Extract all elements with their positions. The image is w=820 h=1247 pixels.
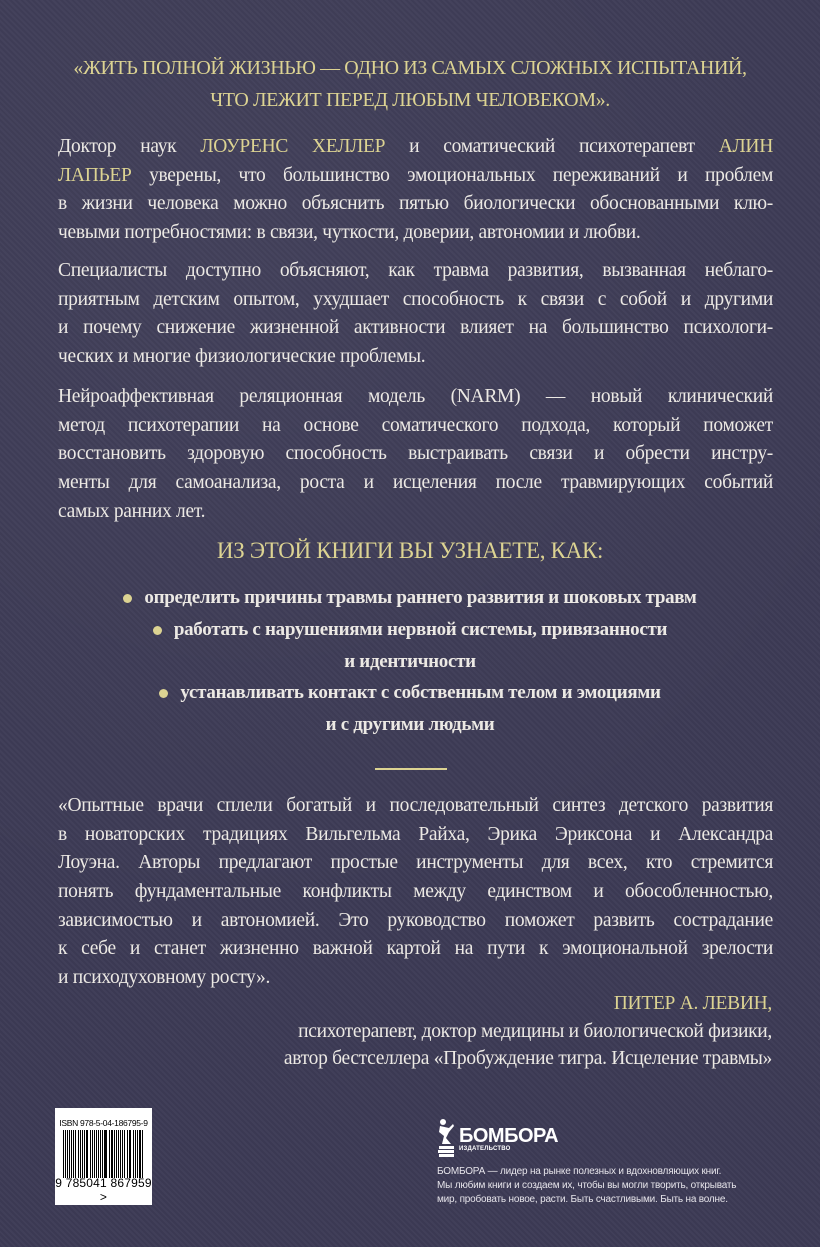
paragraph-line: зависимостью и автономией. Это руководство поможет развить сострадание bbox=[58, 909, 773, 931]
barcode-bar bbox=[67, 1130, 68, 1178]
divider bbox=[375, 768, 447, 770]
paragraph-line: «Опытные врачи сплели богатый и последовательный синтез детского развития bbox=[58, 795, 773, 816]
barcode-bar bbox=[133, 1130, 134, 1178]
paragraph-narm bbox=[58, 383, 773, 526]
publisher-description-line: БОМБОРА — лидер на рынке полезных и вдохновляющих книг. bbox=[437, 1166, 722, 1177]
bullet-dot-icon bbox=[153, 626, 162, 635]
intro-paragraph bbox=[58, 133, 773, 248]
barcode-bar bbox=[80, 1130, 81, 1178]
epigraph-line: «ЖИТЬ ПОЛНОЙ ЖИЗНЬЮ — ОДНО ИЗ САМЫХ СЛОЖНЫХ ИСПЫТАНИЙ, bbox=[73, 57, 747, 79]
barcode-bar bbox=[98, 1130, 99, 1178]
author-name: АЛИН bbox=[718, 136, 773, 157]
epigraph bbox=[0, 52, 820, 116]
paragraph-line: ческих и многие физиологические проблемы. bbox=[58, 346, 426, 368]
paragraph-line: в новаторских традициях Вильгельма Райха, Эрика Эриксона и Александра bbox=[58, 823, 773, 845]
section-heading: ИЗ ЭТОЙ КНИГИ ВЫ УЗНАЕТЕ, КАК: bbox=[216, 538, 604, 563]
intro-text: и соматический психотерапевт bbox=[385, 136, 719, 157]
bullet-dot-icon bbox=[123, 594, 132, 603]
paragraph-line: Специалисты доступно объясняют, как травма развития, вызванная неблаго- bbox=[58, 260, 773, 281]
bullet-item bbox=[0, 582, 820, 614]
publisher-description bbox=[437, 1165, 736, 1208]
publisher-description-line: мир, пробовать новое, расти. Быть счастливыми. Быть на волне. bbox=[437, 1194, 728, 1206]
intro-line: чевыми потребностями: в связи, чуткости, доверии, автономии и любви. bbox=[58, 222, 641, 244]
publisher-logo bbox=[437, 1118, 558, 1160]
barcode-bar bbox=[142, 1130, 143, 1178]
intro-line bbox=[58, 162, 773, 191]
barcode-bar bbox=[124, 1130, 125, 1178]
publisher-description-line: Мы любим книги и создаем их, чтобы вы могли творить, открывать bbox=[437, 1180, 737, 1192]
review-quote bbox=[58, 792, 773, 993]
author-name: ЛАПЬЕР bbox=[58, 164, 132, 186]
barcode-bar bbox=[105, 1130, 106, 1178]
publisher-subtitle: ИЗДАТЕЛЬСТВО bbox=[459, 1146, 511, 1152]
bullet-text: и с другими людьми bbox=[325, 714, 495, 735]
paragraph-line: и психодуховному росту». bbox=[58, 967, 271, 989]
bullet-item bbox=[0, 614, 820, 646]
review-author: ПИТЕР А. ЛЕВИН, bbox=[613, 993, 772, 1014]
intro-text: уверены, что большинство эмоциональных переживаний и проблем bbox=[131, 164, 773, 186]
paragraph-line: метод психотерапии на основе соматического подхода, который поможет bbox=[58, 414, 773, 436]
author-name: ЛОУРЕНС ХЕЛЛЕР bbox=[200, 136, 386, 157]
bullet-item bbox=[0, 677, 820, 709]
barcode-bar bbox=[120, 1130, 121, 1178]
bullet-text: устанавливать контакт с собственным телом и эмоциями bbox=[180, 682, 661, 703]
paragraph-line: приятным детским опытом, ухудшает способность к связи с собой и другими bbox=[58, 288, 773, 310]
review-author-role: психотерапевт, доктор медицины и биологической физики, bbox=[298, 1020, 772, 1042]
bombora-figure-icon bbox=[437, 1118, 455, 1160]
bullet-dot-icon bbox=[159, 689, 168, 698]
isbn-label: ISBN 978-5-04-186795-9 bbox=[59, 1118, 148, 1128]
barcode-bar bbox=[87, 1130, 88, 1178]
paragraph-line: Нейроаффективная реляционная модель (NARM) — новый клинический bbox=[58, 386, 773, 407]
bullet-list bbox=[0, 582, 820, 740]
bullet-text: работать с нарушениями нервной системы, привязанности bbox=[173, 619, 668, 640]
bullet-text: определить причины травмы раннего развития и шоковых травм bbox=[144, 587, 697, 608]
barcode-digits: 9 785041 867959 > bbox=[55, 1176, 152, 1204]
paragraph-line: понять фундаментальные конфликты между единством и обособленностью, bbox=[58, 881, 773, 903]
epigraph-line: ЧТО ЛЕЖИТ ПЕРЕД ЛЮБЫМ ЧЕЛОВЕКОМ». bbox=[210, 89, 610, 111]
paragraph-line: Лоуэна. Авторы предлагают простые инструменты для всех, кто стремится bbox=[58, 852, 773, 874]
review-attribution bbox=[284, 990, 772, 1073]
bullet-item bbox=[0, 709, 820, 740]
paragraph-line: и почему снижение жизненной активности влияет на большинство психологи- bbox=[58, 317, 773, 339]
paragraph-line: восстановить здоровую способность выстраивать связи и обрести инстру- bbox=[58, 443, 773, 465]
paragraph-line: менты для самоанализа, роста и исцеления после травмирующих событий bbox=[58, 472, 773, 494]
intro-line: в жизни человека можно объяснить пятью биологически обоснованными клю- bbox=[58, 193, 773, 215]
paragraph-trauma bbox=[58, 257, 773, 372]
barcode-bars bbox=[63, 1130, 145, 1178]
publisher-name: БОМБОРА bbox=[459, 1125, 559, 1147]
intro-text: Доктор наук bbox=[58, 136, 201, 157]
bullet-item bbox=[0, 646, 820, 677]
barcode-bar bbox=[109, 1130, 110, 1178]
barcode-bar bbox=[135, 1130, 136, 1178]
paragraph-line: самых ранних лет. bbox=[58, 500, 206, 522]
barcode bbox=[55, 1108, 152, 1205]
barcode-bar bbox=[73, 1130, 74, 1178]
barcode-bar bbox=[78, 1130, 79, 1178]
review-author-credit: автор бестселлера «Пробуждение тигра. Исцеление травмы» bbox=[283, 1048, 772, 1069]
barcode-bar bbox=[92, 1130, 93, 1178]
intro-line bbox=[58, 133, 773, 162]
bullet-text: и идентичности bbox=[344, 651, 476, 672]
barcode-bar bbox=[114, 1130, 115, 1178]
paragraph-line: к себе и станет жизненно важной картой на пути к эмоциональной зрелости bbox=[58, 938, 773, 960]
